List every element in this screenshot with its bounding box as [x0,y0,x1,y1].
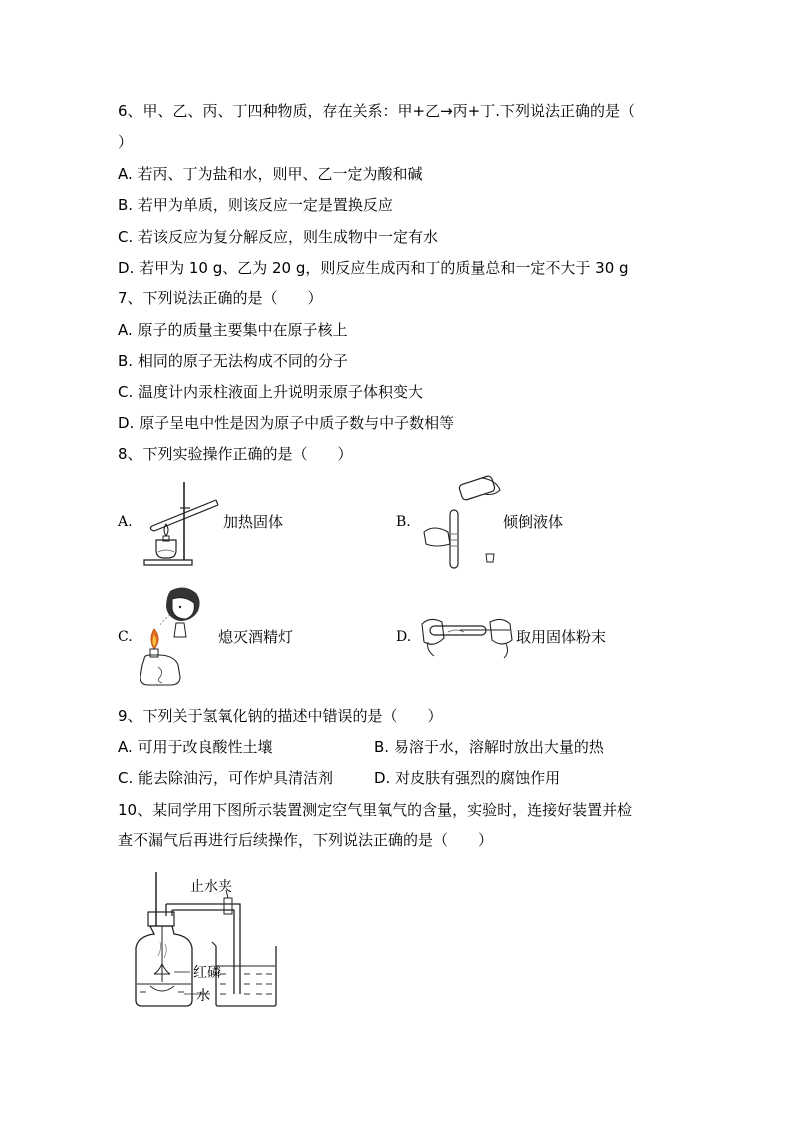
q6-stem-continued: ） [118,133,134,151]
q6-option-a: A. 若丙、丁为盐和水，则甲、乙一定为酸和碱 [118,165,423,183]
q6-option-c: C. 若该反应为复分解反应，则生成物中一定有水 [118,228,439,246]
q8-option-a-caption: 加热固体 [223,513,284,531]
q7-stem: 7、下列说法正确的是（ ） [118,289,323,307]
q7-option-a: A. 原子的质量主要集中在原子核上 [118,321,348,339]
q9-option-b: B. 易溶于水，溶解时放出大量的热 [374,738,604,756]
q10-stem-continued: 查不漏气后再进行后续操作，下列说法正确的是（ ） [118,831,494,849]
q8-option-d-caption: 取用固体粉末 [516,628,607,646]
q8-option-a-letter: A. [118,514,133,530]
q6-option-d: D. 若甲为 10 g、乙为 20 g，则反应生成丙和丁的质量总和一定不大于 30 g [118,259,629,277]
taking-powder-illustration [420,608,516,660]
clamp-label: 止水夹 [190,879,232,895]
q8-option-b-letter: B. [396,514,411,530]
pouring-liquid-illustration [420,474,504,574]
q7-option-b: B. 相同的原子无法构成不同的分子 [118,352,348,370]
q9-option-c: C. 能去除油污，可作炉具清洁剂 [118,769,334,787]
q7-option-d: D. 原子呈电中性是因为原子中质子数与中子数相等 [118,414,455,432]
q9-option-d: D. 对皮肤有强烈的腐蚀作用 [374,769,561,787]
heating-solid-illustration [136,478,224,570]
q10-stem: 10、某同学用下图所示装置测定空气里氧气的含量，实验时，连接好装置并检 [118,801,633,819]
water-label: 水 [196,988,210,1004]
q8-option-c-letter: C. [118,629,133,645]
q9-stem: 9、下列关于氢氧化钠的描述中错误的是（ ） [118,707,443,725]
q8-option-c-caption: 熄灭酒精灯 [218,628,294,646]
q8-option-b-caption: 倾倒液体 [503,513,564,531]
q6-stem: 6、甲、乙、丙、丁四种物质，存在关系：甲+乙→丙+丁.下列说法正确的是（ [118,102,636,120]
red-phosphorus-label: 红磷 [193,965,221,981]
q9-option-a: A. 可用于改良酸性土壤 [118,738,273,756]
blowing-out-lamp-illustration [140,585,220,689]
q7-option-c: C. 温度计内汞柱液面上升说明汞原子体积变大 [118,383,424,401]
q6-option-b: B. 若甲为单质，则该反应一定是置换反应 [118,196,393,214]
q8-stem: 8、下列实验操作正确的是（ ） [118,445,353,463]
q8-option-d-letter: D. [396,629,412,645]
